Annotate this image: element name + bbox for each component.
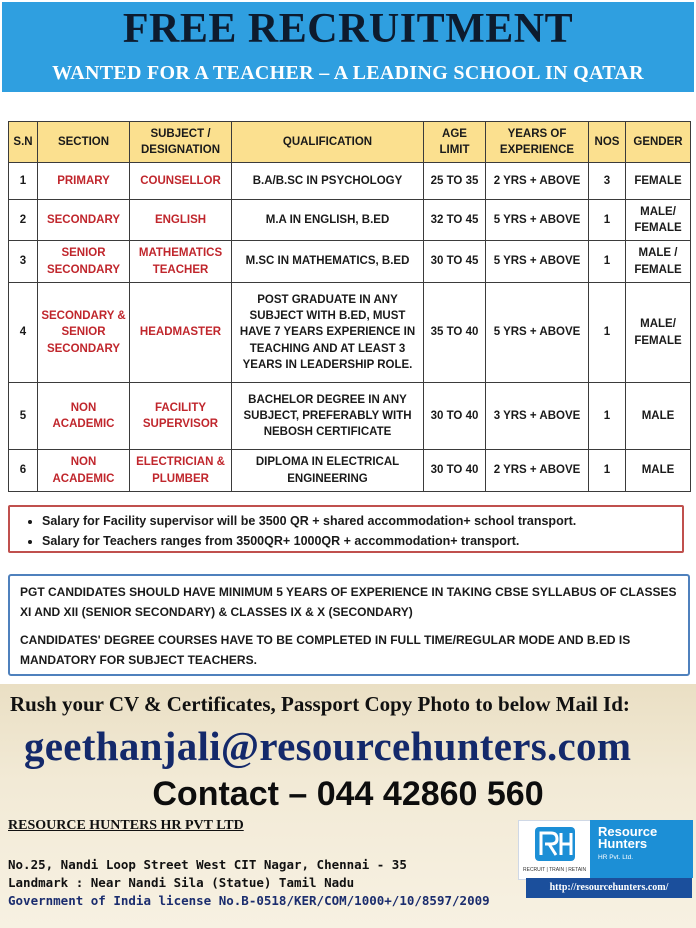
company-name: RESOURCE HUNTERS HR PVT LTD (8, 818, 244, 833)
cell-age: 32 TO 45 (424, 200, 486, 241)
cell-nos: 1 (589, 283, 626, 383)
cell-subject: ENGLISH (130, 200, 232, 241)
requirement-note: PGT CANDIDATES SHOULD HAVE MINIMUM 5 YEARS OF EXPERIENCE IN TAKING CBSE SYLLABUS OF CLASSES XI AND XII (SENIOR SECONDARY) & CLASSES IX & X (SECONDARY) (20, 585, 677, 619)
requirement-note: CANDIDATES' DEGREE COURSES HAVE TO BE COMPLETED IN FULL TIME/REGULAR MODE AND B.ED IS MANDATORY FOR SUBJECT TEACHERS. (20, 633, 631, 667)
company-logo (518, 820, 693, 900)
salary-note: • Salary for Facility supervisor will be 3500 QR + shared accommodation+ school transport. (42, 511, 680, 531)
contact-phone: Contact – 044 42860 560 (152, 775, 544, 813)
table-row (9, 283, 691, 383)
col-header-sn: S.N (9, 122, 38, 163)
cell-gender: MALE (626, 450, 691, 492)
table-header-row (9, 122, 691, 163)
table-row (9, 163, 691, 200)
cell-section: SENIOR SECONDARY (38, 241, 130, 283)
cell-sn: 4 (9, 283, 38, 383)
cell-gender: MALE/ FEMALE (626, 200, 691, 241)
cell-age: 25 TO 35 (424, 163, 486, 200)
cell-experience: 3 YRS + ABOVE (486, 383, 589, 450)
cell-sn: 3 (9, 241, 38, 283)
website-link[interactable]: http://resourcehunters.com/ (526, 878, 692, 898)
table-row (9, 241, 691, 283)
page-title: FREE RECRUITMENT (122, 6, 574, 52)
cell-age: 35 TO 40 (424, 283, 486, 383)
cell-section: SECONDARY & SENIOR SECONDARY (38, 283, 130, 383)
cell-qualification: B.A/B.SC IN PSYCHOLOGY (232, 163, 424, 200)
col-header-section: SECTION (38, 122, 130, 163)
cell-nos: 3 (589, 163, 626, 200)
col-header-subject: SUBJECT / DESIGNATION (130, 122, 232, 163)
cell-experience: 5 YRS + ABOVE (486, 200, 589, 241)
cell-sn: 6 (9, 450, 38, 492)
cell-section: SECONDARY (38, 200, 130, 241)
cell-subject: HEADMASTER (130, 283, 232, 383)
logo-tagline: RECRUIT | TRAIN | RETAIN (523, 867, 587, 873)
cell-subject: MATHEMATICS TEACHER (130, 241, 232, 283)
cell-nos: 1 (589, 383, 626, 450)
cell-qualification: BACHELOR DEGREE IN ANY SUBJECT, PREFERABLY WITH NEBOSH CERTIFICATE (232, 383, 424, 450)
logo-mark (518, 820, 592, 880)
cell-section: NON ACADEMIC (38, 383, 130, 450)
cell-qualification: DIPLOMA IN ELECTRICAL ENGINEERING (232, 450, 424, 492)
cell-experience: 2 YRS + ABOVE (486, 163, 589, 200)
table-row (9, 450, 691, 492)
cell-subject: ELECTRICIAN & PLUMBER (130, 450, 232, 492)
cell-age: 30 TO 45 (424, 241, 486, 283)
cell-subject: COUNSELLOR (130, 163, 232, 200)
logo-brand-sub: HR Pvt. Ltd. (598, 854, 634, 861)
cell-experience: 5 YRS + ABOVE (486, 283, 589, 383)
cell-qualification: POST GRADUATE IN ANY SUBJECT WITH B.ED, MUST HAVE 7 YEARS EXPERIENCE IN TEACHING AND AT LEAST 3 YEARS IN LEADERSHIP ROLE. (232, 283, 424, 383)
col-header-experience: YEARS OF EXPERIENCE (486, 122, 589, 163)
cell-gender: MALE/ FEMALE (626, 283, 691, 383)
cell-experience: 2 YRS + ABOVE (486, 450, 589, 492)
vacancy-table (8, 121, 691, 492)
apply-instruction: Rush your CV & Certificates, Passport Copy Photo to below Mail Id: (10, 692, 630, 716)
cell-qualification: M.A IN ENGLISH, B.ED (232, 200, 424, 241)
table-row (9, 200, 691, 241)
company-landmark: Landmark : Near Nandi Sila (Statue) Tamil Nadu (8, 875, 355, 890)
cell-gender: MALE / FEMALE (626, 241, 691, 283)
cell-sn: 5 (9, 383, 38, 450)
cell-age: 30 TO 40 (424, 383, 486, 450)
cell-nos: 1 (589, 200, 626, 241)
cell-sn: 2 (9, 200, 38, 241)
salary-notes-box (8, 505, 684, 553)
email-address[interactable]: geethanjali@resourcehunters.com (24, 723, 632, 769)
col-header-gender: GENDER (626, 122, 691, 163)
col-header-age: AGE LIMIT (424, 122, 486, 163)
cell-subject: FACILITY SUPERVISOR (130, 383, 232, 450)
license-info: Government of India license No.B-0518/KER/COM/1000+/10/8597/2009 (8, 893, 490, 908)
cell-age: 30 TO 40 (424, 450, 486, 492)
logo-wordmark (590, 820, 693, 878)
company-address: No.25, Nandi Loop Street West CIT Nagar, Chennai - 35 (8, 857, 407, 872)
cell-gender: FEMALE (626, 163, 691, 200)
table-row (9, 383, 691, 450)
cell-section: NON ACADEMIC (38, 450, 130, 492)
col-header-nos: NOS (589, 122, 626, 163)
cell-qualification: M.SC IN MATHEMATICS, B.ED (232, 241, 424, 283)
logo-brand: Resource Hunters (598, 824, 658, 851)
cell-section: PRIMARY (38, 163, 130, 200)
cell-sn: 1 (9, 163, 38, 200)
salary-note: • Salary for Teachers ranges from 3500QR+ 1000QR + accommodation+ transport. (42, 531, 680, 551)
col-header-qualification: QUALIFICATION (232, 122, 424, 163)
requirements-box (8, 574, 690, 676)
page-subtitle: WANTED FOR A TEACHER – A LEADING SCHOOL IN QATAR (52, 62, 644, 84)
cell-nos: 1 (589, 450, 626, 492)
cell-nos: 1 (589, 241, 626, 283)
header-banner (2, 2, 694, 92)
cell-gender: MALE (626, 383, 691, 450)
cell-experience: 5 YRS + ABOVE (486, 241, 589, 283)
